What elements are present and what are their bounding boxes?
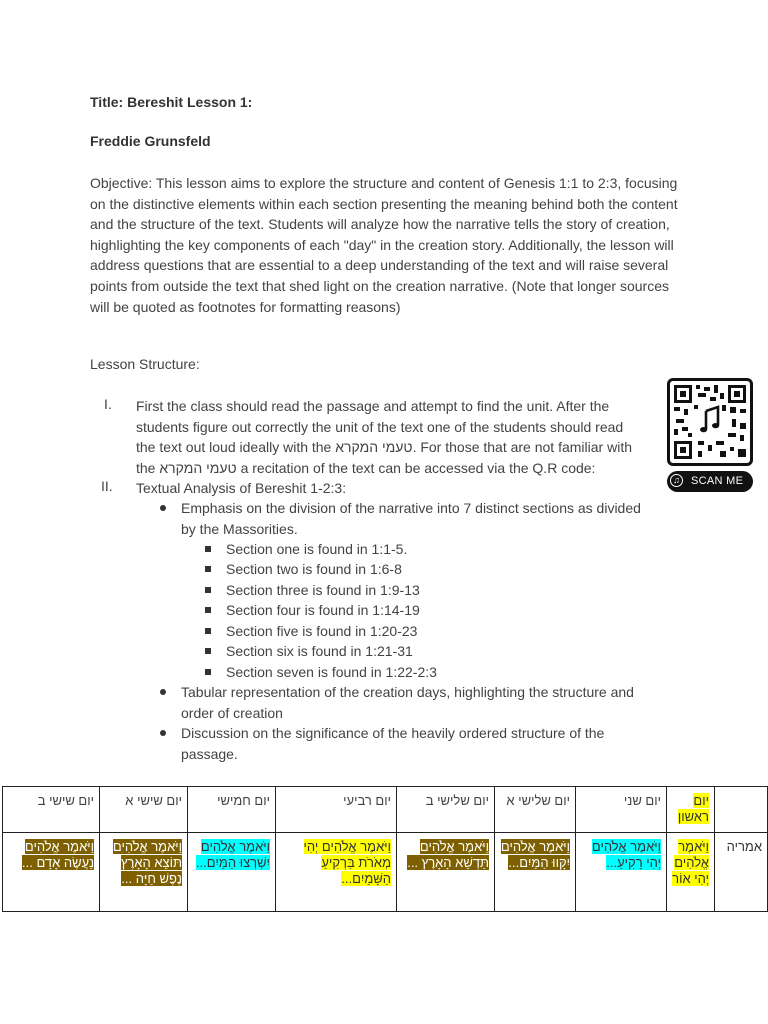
- list-item-1-line: the טעמי המקרא a recitation of the text can be accessed via the Q.R code:: [136, 459, 596, 476]
- table-cell: [397, 833, 495, 912]
- verse-text: וַיֹּאמֶר אֱלֹהִים נַעֲשֶׂה אָדָם ...: [22, 839, 94, 870]
- table-row: [3, 833, 768, 912]
- bullet-item-2: [181, 682, 681, 723]
- verse-text: וַיֹּאמֶר אֱלֹהִים יְהִי אוֹר: [672, 839, 709, 886]
- sub-bullet-square: [205, 648, 211, 654]
- list-item-1-line: First the class should read the passage and attempt to find the unit. After the: [136, 398, 610, 414]
- section-item: Section five is found in 1:20-23: [226, 623, 418, 639]
- header-cell: [715, 787, 768, 833]
- table-cell: [667, 833, 715, 912]
- section-item: Section two is found in 1:6-8: [226, 561, 402, 577]
- bullet-item-3-line: passage.: [181, 745, 238, 762]
- table-cell: [576, 833, 667, 912]
- bullet-dot: [160, 689, 166, 695]
- verse-text: וַיֹּאמֶר אֱלֹהִים יִשְׁרְצוּ הַמַּיִם...: [195, 839, 270, 870]
- verse-text: וַיֹּאמֶר אֱלֹהִים תּוֹצֵא הָאָרֶץ נֶפֶשׁ חַיָּה ...: [112, 839, 182, 886]
- bullet-item-3-line: Discussion on the significance of the heavily ordered structure of the: [181, 725, 605, 741]
- music-note-icon: ♫: [670, 474, 683, 487]
- table-cell: [495, 833, 576, 912]
- verse-text: וַיֹּאמֶר אֱלֹהִים יְהִי מְאֹרֹת בִּרְקִיעַ הַשָּׁמַיִם...: [303, 839, 391, 886]
- sub-bullet-square: [205, 628, 211, 634]
- header-cell: יום שני: [576, 787, 667, 833]
- sub-bullet-square: [205, 607, 211, 613]
- row-label: אמריה: [726, 839, 762, 854]
- bullet-dot: [160, 505, 166, 511]
- table-cell: [276, 833, 397, 912]
- table-cell: [715, 833, 768, 912]
- verse-text: וַיֹּאמֶר אֱלֹהִים יְהִי רָקִיעַ...: [591, 839, 661, 870]
- table-cell: [100, 833, 188, 912]
- bullet-item-2-line: order of creation: [181, 704, 283, 721]
- sub-bullet-square: [205, 669, 211, 675]
- header-cell: יום שלישי ב: [397, 787, 495, 833]
- sub-bullet-square: [205, 566, 211, 572]
- document-title: Title: Bereshit Lesson 1:: [90, 94, 253, 110]
- section-item: Section three is found in 1:9-13: [226, 582, 420, 598]
- bullet-item-1-line: by the Massorities.: [181, 520, 298, 537]
- list-item-1: [136, 396, 666, 478]
- qr-code-image: [667, 378, 753, 466]
- verse-text: וַיֹּאמֶר אֱלֹהִים יִקָּווּ הַמַּיִם...: [500, 839, 570, 870]
- section-item: Section four is found in 1:14-19: [226, 602, 420, 618]
- bullet-item-1-line: Emphasis on the division of the narrative into 7 distinct sections as divided: [181, 500, 641, 516]
- scan-me-button[interactable]: [667, 471, 753, 492]
- qr-code[interactable]: [667, 378, 753, 494]
- header-cell: יום שישי א: [100, 787, 188, 833]
- header-cell: יום ראשון: [667, 787, 715, 833]
- header-cell: יום שישי ב: [3, 787, 100, 833]
- bullet-item-3: [181, 723, 681, 764]
- bullet-dot: [160, 730, 166, 736]
- table-cell: [3, 833, 100, 912]
- table-cell: [188, 833, 276, 912]
- list-item-1-line: the text out loud ideally with the טעמי המקרא. For those that are not familiar with: [136, 439, 632, 456]
- list-marker-2: II.: [101, 478, 113, 494]
- header-cell: יום שלישי א: [495, 787, 576, 833]
- objective-paragraph: Objective: This lesson aims to explore the structure and content of Genesis 1:1 to 2:3, focusing on the distinctive elements within each section presenting the meaning behind both the content and the structure of the text. Students will analyze how the narrative tells the story of creation, highlighting the key components of each "day" in the creation story. Additionally, the lesson will address questions that are essential to a deep understanding of the text and will raise several points from outside the text that shed light on the creation narrative. (Note that longer sources will be quoted as footnotes for formatting reasons): [90, 175, 678, 315]
- qr-pattern: [670, 381, 750, 463]
- verse-text: וַיֹּאמֶר אֱלֹהִים תַּדְשֵׁא הָאָרֶץ ...: [407, 839, 489, 870]
- section-item: Section seven is found in 1:22-2:3: [226, 664, 437, 680]
- creation-days-table: [2, 786, 768, 912]
- table-header-row: [3, 787, 768, 833]
- sub-bullet-square: [205, 587, 211, 593]
- lesson-structure-label: Lesson Structure:: [90, 356, 200, 372]
- header-cell: יום רביעי: [276, 787, 397, 833]
- list-item-1-line: students figure out correctly the unit of the text one of the students should read: [136, 418, 624, 435]
- author-name: Freddie Grunsfeld: [90, 133, 211, 149]
- scan-me-label: SCAN ME: [691, 475, 744, 487]
- section-item: Section six is found in 1:21-31: [226, 643, 413, 659]
- bullet-item-2-line: Tabular representation of the creation days, highlighting the structure and: [181, 684, 634, 700]
- list-marker-1: I.: [104, 396, 112, 412]
- header-cell: יום חמישי: [188, 787, 276, 833]
- list-item-2: Textual Analysis of Bereshit 1-2:3:: [136, 480, 347, 496]
- bullet-item-1: [181, 498, 681, 539]
- section-item: Section one is found in 1:1-5.: [226, 541, 408, 557]
- sub-bullet-square: [205, 546, 211, 552]
